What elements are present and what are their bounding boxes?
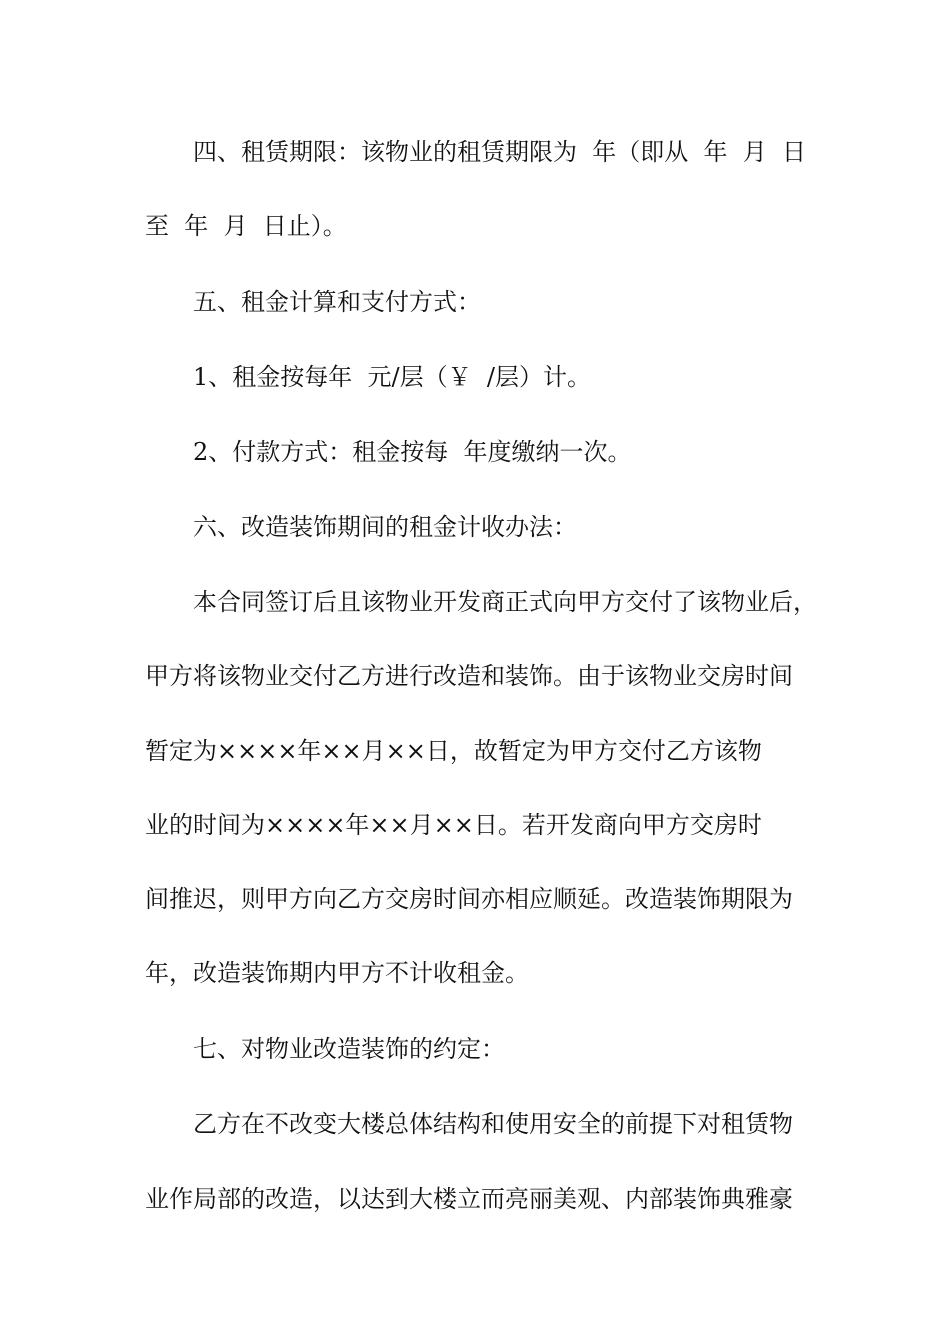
paragraph-line: 乙方在不改变大楼总体结构和使用安全的前提下对租赁物 <box>193 1110 793 1138</box>
list-item-payment-method: 2、付款方式：租金按每 年度缴纳一次。 <box>193 438 632 466</box>
paragraph-line: 甲方将该物业交付乙方进行改造和装饰。由于该物业交房时间 <box>145 662 793 690</box>
section-heading-rent-payment: 五、租金计算和支付方式： <box>193 288 481 316</box>
paragraph-line-lease-term-cont: 至 年 月 日止）。 <box>145 212 347 240</box>
paragraph-line: 间推迟，则甲方向乙方交房时间亦相应顺延。改造装饰期限为 <box>145 885 793 913</box>
paragraph-line: 业的时间为××××年××月××日。若开发商向甲方交房时 <box>145 811 762 839</box>
paragraph-line: 业作局部的改造，以达到大楼立而亮丽美观、内部装饰典雅豪 <box>145 1185 793 1213</box>
paragraph-line: 年，改造装饰期内甲方不计收租金。 <box>145 959 529 987</box>
paragraph-line: 本合同签订后且该物业开发商正式向甲方交付了该物业后， <box>193 588 817 616</box>
paragraph-line-lease-term: 四、租赁期限：该物业的租赁期限为 年（即从 年 月 日 <box>193 138 807 166</box>
section-heading-renovation-agreement: 七、对物业改造装饰的约定： <box>193 1035 505 1063</box>
paragraph-line: 暂定为××××年××月××日，故暂定为甲方交付乙方该物 <box>145 737 762 765</box>
section-heading-renovation-rent: 六、改造装饰期间的租金计收办法： <box>193 513 577 541</box>
list-item-rent-rate: 1、租金按每年 元/层（￥ /层）计。 <box>193 363 591 391</box>
